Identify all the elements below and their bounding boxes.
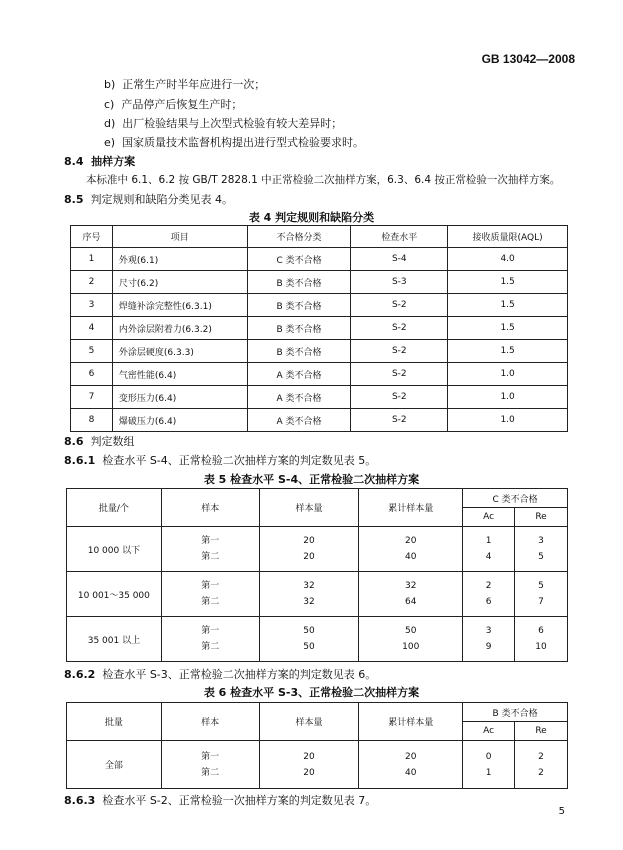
header-cell: 接收质量限(AQL) <box>448 226 568 248</box>
table-cell: 气密性能(6.4) <box>112 363 247 386</box>
table-cell: S-2 <box>351 386 448 409</box>
cell-value: 50 <box>303 642 315 652</box>
section-8-6-heading <box>64 433 135 449</box>
cell-value: 3 <box>538 536 544 546</box>
list-marker: d) <box>104 117 116 130</box>
table-cell: S-2 <box>351 317 448 340</box>
table-cell: S-2 <box>351 294 448 317</box>
header-sample-size: 样本量 <box>259 489 359 527</box>
section-number: 8.6.2 <box>64 668 96 681</box>
table-cell: 1.0 <box>448 386 568 409</box>
section-number: 8.6.1 <box>64 454 96 467</box>
table-cell <box>161 527 259 572</box>
section-text: 检查水平 S-2、正常检验一次抽样方案的判定数见表 7。 <box>102 794 377 807</box>
section-8-4-body: 本标准中 6.1、6.2 按 GB/T 2828.1 中正常检验二次抽样方案，6.3、6.4 按正常检验一次抽样方案。 <box>86 174 561 186</box>
list-text: 产品停产后恢复生产时； <box>121 98 243 111</box>
cell-value: 20 <box>303 767 315 778</box>
header-sample: 样本 <box>161 489 259 527</box>
table-cell: 3 <box>71 294 113 317</box>
table-cell <box>515 527 568 572</box>
list-marker: b) <box>104 78 116 91</box>
table-4 <box>70 225 568 432</box>
section-number: 8.6 <box>64 435 84 448</box>
standard-number: GB 13042—2008 <box>481 52 575 66</box>
table-row <box>71 271 568 294</box>
list-text: 国家质量技术监督机构提出进行型式检验要求时。 <box>122 136 365 149</box>
table-cell: C 类不合格 <box>247 248 351 271</box>
cell-value: 第二 <box>201 642 220 652</box>
table-cell <box>463 741 515 789</box>
header-cumulative-size: 累计样本量 <box>359 703 463 741</box>
table-row <box>71 363 568 386</box>
table-cell <box>259 617 359 662</box>
cell-value: 0 <box>485 751 492 762</box>
table-cell <box>259 527 359 572</box>
table-cell: B 类不合格 <box>247 271 351 294</box>
batch-cell: 10 000 以下 <box>67 527 162 572</box>
header-ac: Ac <box>463 722 515 741</box>
batch-cell: 10 001～35 000 <box>67 572 162 617</box>
table-cell <box>161 741 259 789</box>
header-sample: 样本 <box>161 703 259 741</box>
cell-value: 5 <box>538 552 544 562</box>
table-cell: 爆破压力(6.4) <box>112 409 247 432</box>
section-text: 检查水平 S-4、正常检验二次抽样方案的判定数见表 5。 <box>102 454 377 467</box>
table-cell <box>161 572 259 617</box>
cell-value: 20 <box>303 536 315 546</box>
cell-value: 2 <box>538 751 544 762</box>
table-cell <box>515 572 568 617</box>
table-row <box>71 248 568 271</box>
list-marker: e) <box>104 136 116 149</box>
table-cell: S-2 <box>351 363 448 386</box>
table-row-group <box>67 572 568 617</box>
table-cell: A 类不合格 <box>247 363 351 386</box>
header-batch: 批量/个 <box>67 489 162 527</box>
table-cell: 1.5 <box>448 294 568 317</box>
cell-value: 第二 <box>201 597 220 607</box>
cell-value: 第一 <box>201 536 220 546</box>
header-cell: 项目 <box>112 226 247 248</box>
table-cell: 1.5 <box>448 317 568 340</box>
list-item-d <box>104 115 342 131</box>
section-title: 抽样方案 <box>91 155 136 168</box>
cell-value: 20 <box>303 751 315 762</box>
section-8-5-heading <box>64 191 233 207</box>
cell-value: 2 <box>538 767 544 778</box>
cell-value: 20 <box>405 536 417 546</box>
batch-cell: 全部 <box>67 741 162 789</box>
header-cell: 序号 <box>71 226 113 248</box>
table-cell: S-2 <box>351 340 448 363</box>
cell-value: 20 <box>303 552 315 562</box>
header-cumulative-size: 累计样本量 <box>359 489 463 527</box>
table-cell <box>359 741 463 789</box>
table-cell <box>161 617 259 662</box>
table-6 <box>66 702 568 789</box>
table-cell <box>515 617 568 662</box>
header-ac: Ac <box>463 508 515 527</box>
cell-value: 50 <box>405 626 417 636</box>
header-cell: 不合格分类 <box>247 226 351 248</box>
table-5-title: 表 5 检查水平 S-4、正常检验二次抽样方案 <box>203 473 420 486</box>
table-cell <box>359 572 463 617</box>
table-row <box>71 317 568 340</box>
table-cell: 5 <box>71 340 113 363</box>
table-cell: 1.5 <box>448 340 568 363</box>
table-cell: 变形压力(6.4) <box>112 386 247 409</box>
table-cell: 1.5 <box>448 271 568 294</box>
table-cell: 7 <box>71 386 113 409</box>
table-cell <box>515 741 568 789</box>
section-title: 判定规则和缺陷分类见表 4。 <box>90 193 233 206</box>
list-text: 出厂检验结果与上次型式检验有较大差异时； <box>122 117 343 130</box>
cell-value: 32 <box>405 581 417 591</box>
header-cell: 检查水平 <box>351 226 448 248</box>
table-cell: B 类不合格 <box>247 317 351 340</box>
cell-value: 40 <box>405 767 417 778</box>
table-cell <box>359 527 463 572</box>
table-cell <box>359 617 463 662</box>
header-sample-size: 样本量 <box>259 703 359 741</box>
cell-value: 7 <box>538 597 544 607</box>
cell-value: 1 <box>485 536 492 546</box>
table-row-group <box>67 741 568 789</box>
cell-value: 10 <box>535 642 547 652</box>
table-cell: 2 <box>71 271 113 294</box>
table-4-title: 表 4 判定规则和缺陷分类 <box>248 211 375 224</box>
cell-value: 20 <box>405 751 417 762</box>
table-cell <box>259 741 359 789</box>
cell-value: 32 <box>303 581 315 591</box>
page-number: 5 <box>558 806 565 817</box>
section-number: 8.6.3 <box>64 794 96 807</box>
section-number: 8.4 <box>64 155 84 168</box>
cell-value: 1 <box>485 767 492 778</box>
table-cell: 焊缝补涂完整性(6.3.1) <box>112 294 247 317</box>
table-cell: S-3 <box>351 271 448 294</box>
cell-value: 第二 <box>201 552 220 562</box>
list-item-c <box>104 96 242 112</box>
table-cell: 8 <box>71 409 113 432</box>
cell-value: 32 <box>303 597 315 607</box>
section-title: 判定数组 <box>90 435 135 448</box>
table-cell: A 类不合格 <box>247 409 351 432</box>
table-cell: 4.0 <box>448 248 568 271</box>
cell-value: 6 <box>538 626 544 636</box>
cell-value: 40 <box>405 552 417 562</box>
cell-value: 6 <box>485 597 492 607</box>
list-text: 正常生产时半年应进行一次； <box>122 78 266 91</box>
list-item-b <box>104 76 265 92</box>
table-5 <box>66 488 568 662</box>
cell-value: 4 <box>485 552 492 562</box>
list-marker: c) <box>104 98 115 111</box>
cell-value: 第一 <box>201 581 220 591</box>
header-re: Re <box>515 508 568 527</box>
section-8-6-3 <box>64 792 376 808</box>
header-class: C 类不合格 <box>463 489 568 508</box>
table-cell <box>463 617 515 662</box>
cell-value: 第一 <box>201 626 220 636</box>
cell-value: 100 <box>402 642 420 652</box>
table-cell <box>463 527 515 572</box>
cell-value: 第二 <box>201 767 220 778</box>
cell-value: 5 <box>538 581 544 591</box>
cell-value: 第一 <box>201 751 220 762</box>
list-item-e <box>104 134 364 150</box>
table-cell: 1.0 <box>448 363 568 386</box>
section-8-4-heading <box>64 153 135 169</box>
table-row <box>71 409 568 432</box>
section-text: 检查水平 S-3、正常检验二次抽样方案的判定数见表 6。 <box>102 668 377 681</box>
table-6-title: 表 6 检查水平 S-3、正常检验二次抽样方案 <box>203 686 420 699</box>
cell-value: 64 <box>405 597 417 607</box>
table-row-group <box>67 617 568 662</box>
table-cell: 内外涂层附着力(6.3.2) <box>112 317 247 340</box>
table-cell: 4 <box>71 317 113 340</box>
cell-value: 2 <box>485 581 492 591</box>
table-cell: 外涂层硬度(6.3.3) <box>112 340 247 363</box>
table-header-row <box>71 226 568 248</box>
table-cell: 1.0 <box>448 409 568 432</box>
table-row-group <box>67 527 568 572</box>
cell-value: 9 <box>485 642 492 652</box>
table-cell: A 类不合格 <box>247 386 351 409</box>
header-class: B 类不合格 <box>463 703 568 722</box>
table-row <box>71 386 568 409</box>
table-cell: B 类不合格 <box>247 340 351 363</box>
table-row <box>71 340 568 363</box>
table-cell: S-2 <box>351 409 448 432</box>
table-cell: 外观(6.1) <box>112 248 247 271</box>
table-cell: 6 <box>71 363 113 386</box>
table-cell <box>463 572 515 617</box>
table-cell: B 类不合格 <box>247 294 351 317</box>
table-row <box>71 294 568 317</box>
header-batch: 批量 <box>67 703 162 741</box>
table-cell <box>259 572 359 617</box>
cell-value: 50 <box>303 626 315 636</box>
batch-cell: 35 001 以上 <box>67 617 162 662</box>
header-re: Re <box>515 722 568 741</box>
section-8-6-2 <box>64 666 376 682</box>
cell-value: 3 <box>485 626 492 636</box>
section-number: 8.5 <box>64 193 84 206</box>
table-cell: S-4 <box>351 248 448 271</box>
section-8-6-1 <box>64 452 376 468</box>
table-cell: 1 <box>71 248 113 271</box>
table-cell: 尺寸(6.2) <box>112 271 247 294</box>
